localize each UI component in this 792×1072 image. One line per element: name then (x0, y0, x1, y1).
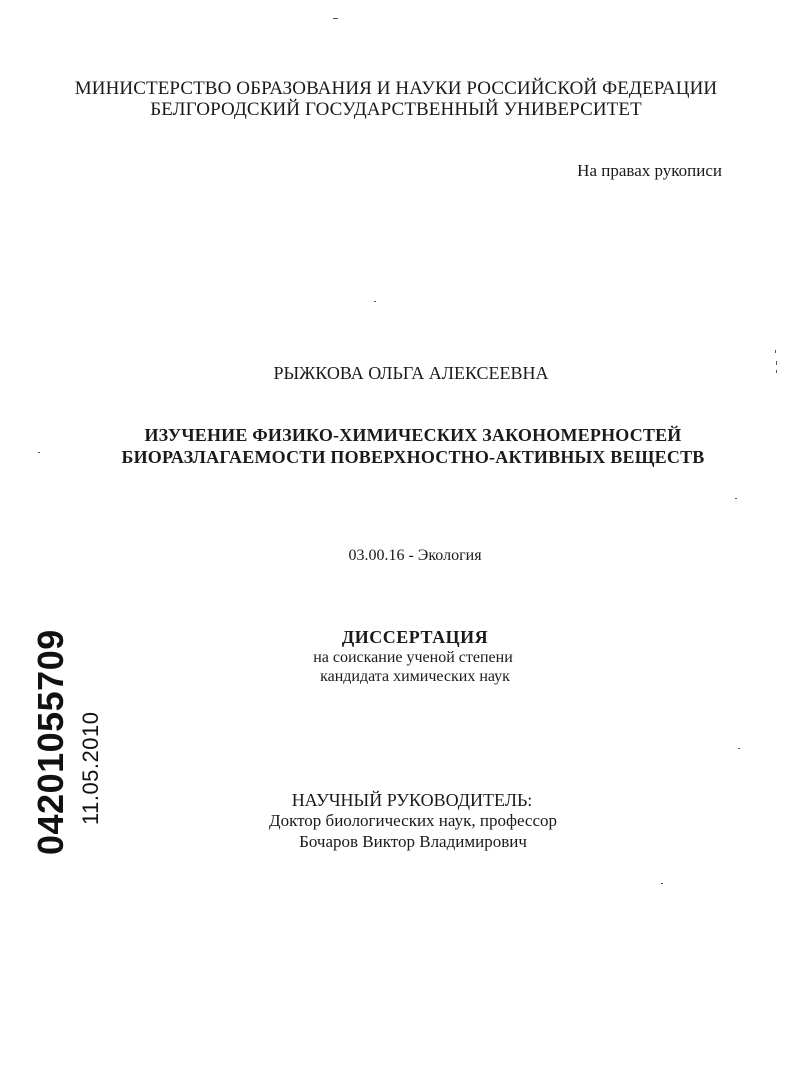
scan-speck (776, 361, 777, 365)
scan-speck (374, 301, 376, 302)
specialty-code: 03.00.16 - Экология (348, 547, 482, 564)
thesis-title-line-2: БИОРАЗЛАГАЕМОСТИ ПОВЕРХНОСТНО-АКТИВНЫХ ВЕЩЕСТВ (121, 447, 705, 467)
scan-speck (735, 498, 737, 499)
thesis-title-line-1: ИЗУЧЕНИЕ ФИЗИКО-ХИМИЧЕСКИХ ЗАКОНОМЕРНОСТЕЙ (144, 425, 682, 445)
scan-speck (661, 883, 663, 884)
archive-stamp-date: 11.05.2010 (78, 711, 103, 825)
rights-note: На правах рукописи (577, 161, 722, 180)
supervisor-heading: НАУЧНЫЙ РУКОВОДИТЕЛЬ: (291, 790, 533, 810)
document-type: ДИССЕРТАЦИЯ (341, 627, 489, 647)
scan-speck (333, 18, 338, 19)
supervisor-credentials: Доктор биологических наук, профессор (268, 811, 558, 830)
university-name: БЕЛГОРОДСКИЙ ГОСУДАРСТВЕННЫЙ УНИВЕРСИТЕТ (150, 99, 642, 120)
scan-speck (38, 452, 40, 453)
archive-stamp-number: 04201055709 (30, 629, 71, 855)
scan-speck (775, 350, 776, 353)
scan-speck (738, 748, 740, 749)
degree-line-2: кандидата химических наук (320, 668, 510, 685)
degree-line-1: на соискание ученой степени (313, 649, 513, 666)
scan-speck (776, 370, 777, 373)
ministry-name: МИНИСТЕРСТВО ОБРАЗОВАНИЯ И НАУКИ РОССИЙСКОЙ ФЕДЕРАЦИИ (74, 78, 718, 99)
supervisor-name: Бочаров Виктор Владимирович (299, 832, 527, 851)
author-name: РЫЖКОВА ОЛЬГА АЛЕКСЕЕВНА (273, 363, 549, 383)
